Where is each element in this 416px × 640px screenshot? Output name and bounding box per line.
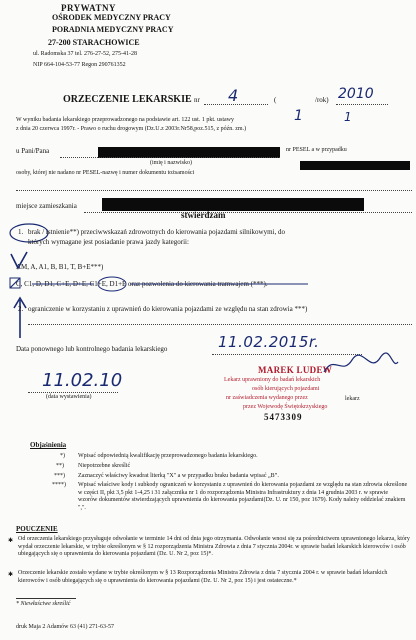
next-exam-handwritten: 11.02.2015r. bbox=[218, 333, 320, 351]
name-line bbox=[60, 157, 280, 158]
person-label: u Pani/Pana bbox=[16, 147, 50, 155]
handwritten-check bbox=[8, 250, 30, 272]
item1-number: 1. bbox=[18, 228, 24, 236]
issue-date-caption: (data wystawienia) bbox=[46, 394, 92, 400]
pouczenie-bullet-1: ✱ bbox=[8, 538, 14, 544]
header-line-3: PORADNIA MEDYCZNY PRACY bbox=[52, 25, 174, 34]
pouczenie-bullet-2: ✱ bbox=[8, 572, 14, 578]
strikethrough-marks bbox=[8, 272, 368, 294]
expl-mark-4: ****) bbox=[52, 482, 66, 488]
pouczenie-title: POUCZENIE bbox=[16, 525, 58, 533]
rok-handwritten: 2010 bbox=[338, 86, 374, 102]
address-line bbox=[84, 212, 412, 213]
footnote: * Niewłaściwe skreślić bbox=[16, 601, 71, 607]
item2-number: 2. bbox=[18, 305, 24, 313]
item2-text: ograniczenie w korzystaniu z uprawnień do kierowania pojazdami ze względu na stan zdrowia ***) bbox=[28, 305, 308, 313]
issue-date-handwritten: 11.02.10 bbox=[42, 370, 123, 391]
no-pesel-line: osoby, której nie nadano nr PESEL-nazwę i numer dokumentu tożsamości bbox=[16, 170, 195, 176]
intro-line-2: z dnia 20 czerwca 1997r. - Prawo o ruchu drogowym (Dz.U.z 2003r.Nr58,poz.515, z późn. zm.) bbox=[16, 126, 247, 132]
header-line-1: PRYWATNY bbox=[61, 3, 117, 13]
stamp-line-3: nr zaświadczenia wydanego przez bbox=[226, 395, 308, 401]
header-line-5: ul. Radomska 37 tel. 276-27-52, 275-41-28 bbox=[33, 51, 137, 57]
item2-line-1 bbox=[28, 324, 412, 325]
title-rok-label: /rok) bbox=[315, 96, 329, 104]
stamp-line-1: Lekarz uprawniony do badań lekarskich bbox=[224, 377, 321, 383]
expl-mark-1: *) bbox=[60, 453, 65, 459]
stamp-line-4: przez Wojewodę Świętokrzyskiego bbox=[243, 404, 328, 410]
stamp-name: MAREK LUDEW bbox=[258, 365, 333, 375]
expl-mark-3: ***) bbox=[54, 473, 65, 479]
name-caption: (imię i nazwisko) bbox=[150, 160, 192, 166]
document-title: ORZECZENIE LEKARSKIE bbox=[63, 94, 192, 105]
intro-line-1: W wyniku badania lekarskiego przeprowadzonego na podstawie art. 122 ust. 1 pkt. ustawy bbox=[16, 117, 234, 123]
stwierdzam-heading: stwierdzam bbox=[181, 210, 226, 220]
expl-text-1: Wpisać odpowiednią kwalifikację przeprowadzonego badania lekarskiego. bbox=[78, 453, 258, 459]
expl-mark-2: **) bbox=[56, 463, 64, 469]
rok-line bbox=[336, 104, 388, 105]
pouczenie-paragraph-1: Od orzeczenia lekarskiego przysługuje odwołanie w terminie 14 dni od dnia jego otrzymania. Odwołanie wnosi się za pośrednictwem uprawnionego lekarza, który wydał orzeczenie lekarskie, w trybie określonym w § 12 rozporządzenia Ministra Zdrowia z dnia 7 stycznia 2004r. w sprawie badań lekarskich kierowców i osób ubiegających się o uprawnienia do kierowania pojazdami (Dz. U. Nr 2, poz 15)*. bbox=[18, 536, 410, 558]
address-label: miejsce zamieszkania bbox=[16, 202, 77, 210]
id-line bbox=[16, 190, 412, 191]
item1-text: brak / istnienie**) przeciwwskazań zdrowotnych do kierowania pojazdami silnikowymi, do bbox=[28, 228, 285, 236]
footnote-rule bbox=[16, 598, 76, 599]
ustawy-handwritten: 1 bbox=[344, 110, 352, 124]
next-exam-label: Data ponownego lub kontrolnego badania lekarskiego bbox=[16, 345, 168, 353]
title-paren: ( bbox=[274, 96, 277, 104]
title-nr-label: nr bbox=[194, 96, 200, 104]
pkt-handwritten: 1 bbox=[294, 108, 303, 124]
header-line-4: 27-200 STARACHOWICE bbox=[48, 38, 140, 47]
explanations-title: Objaśnienia bbox=[30, 441, 67, 449]
redacted-pesel bbox=[300, 161, 410, 170]
pesel-label: nr PESEL a w przypadku bbox=[286, 147, 347, 153]
item1-categories-2: C, C1, D, D1, C+E, D+E, C1+E, D1+E oraz pozwolenia do kierowania tramwajem (***). bbox=[16, 280, 268, 288]
redacted-address bbox=[102, 198, 364, 211]
nr-handwritten: 4 bbox=[228, 86, 239, 105]
pouczenie-paragraph-2: Orzeczenie lekarskie zostało wydane w trybie określonym w § 13 Rozporządzenia Ministra Zdrowia z dnia 7 stycznia 2004 r. w sprawie badań lekarskich kierowców i osób ubiegających się o uprawnienia do kierowania pojazdami (Dz. U. Nr 2, poz 15) i jest ostateczne.* bbox=[18, 570, 388, 584]
issue-date-line bbox=[28, 392, 118, 393]
item1-categories: AM, A, A1, B, B1, T, B+E***) bbox=[16, 263, 104, 271]
header-line-2: OŚRODEK MEDYCZNY PRACY bbox=[52, 13, 171, 22]
stamp-number: 5473309 bbox=[264, 412, 303, 422]
stamp-line-2: osób kierujących pojazdami bbox=[252, 386, 320, 392]
expl-text-3: Zaznaczyć właściwy kwadrat literką "X" a w przypadku braku badania wpisać „B”. bbox=[78, 473, 279, 479]
item1-text-2: których wymagane jest posiadanie prawa jazdy kategorii: bbox=[28, 238, 189, 246]
print-footer: druk Maja 2 Adamów 63 (41) 271-63-57 bbox=[16, 624, 114, 630]
signature-scribble bbox=[320, 350, 400, 380]
handwritten-arrow bbox=[8, 292, 38, 342]
header-line-6: NIP 664-104-53-77 Regon 290761352 bbox=[33, 62, 126, 68]
expl-text-4: Wpisać właściwe kody i subkody ograniczeń w korzystaniu z uprawnień do kierowania pojazdami ze względu na stan zdrowia określone w części II, pkt 3,5 pkt 1-4,25 i 31 załącznika nr 1 do rozporządzenia Ministra Infrastruktury z dnia 14 grudnia 2003 r. w sprawie wzorów dokumentów stwierdzających uprawnienia do kierowania pojazdami(Dz. U. nr 150, poz 1679). Kody należy oddzielać znakiem ",". bbox=[78, 482, 408, 511]
expl-text-2: Niepotrzebne skreślić bbox=[78, 463, 131, 469]
signature-caption: lekarz bbox=[345, 396, 360, 402]
